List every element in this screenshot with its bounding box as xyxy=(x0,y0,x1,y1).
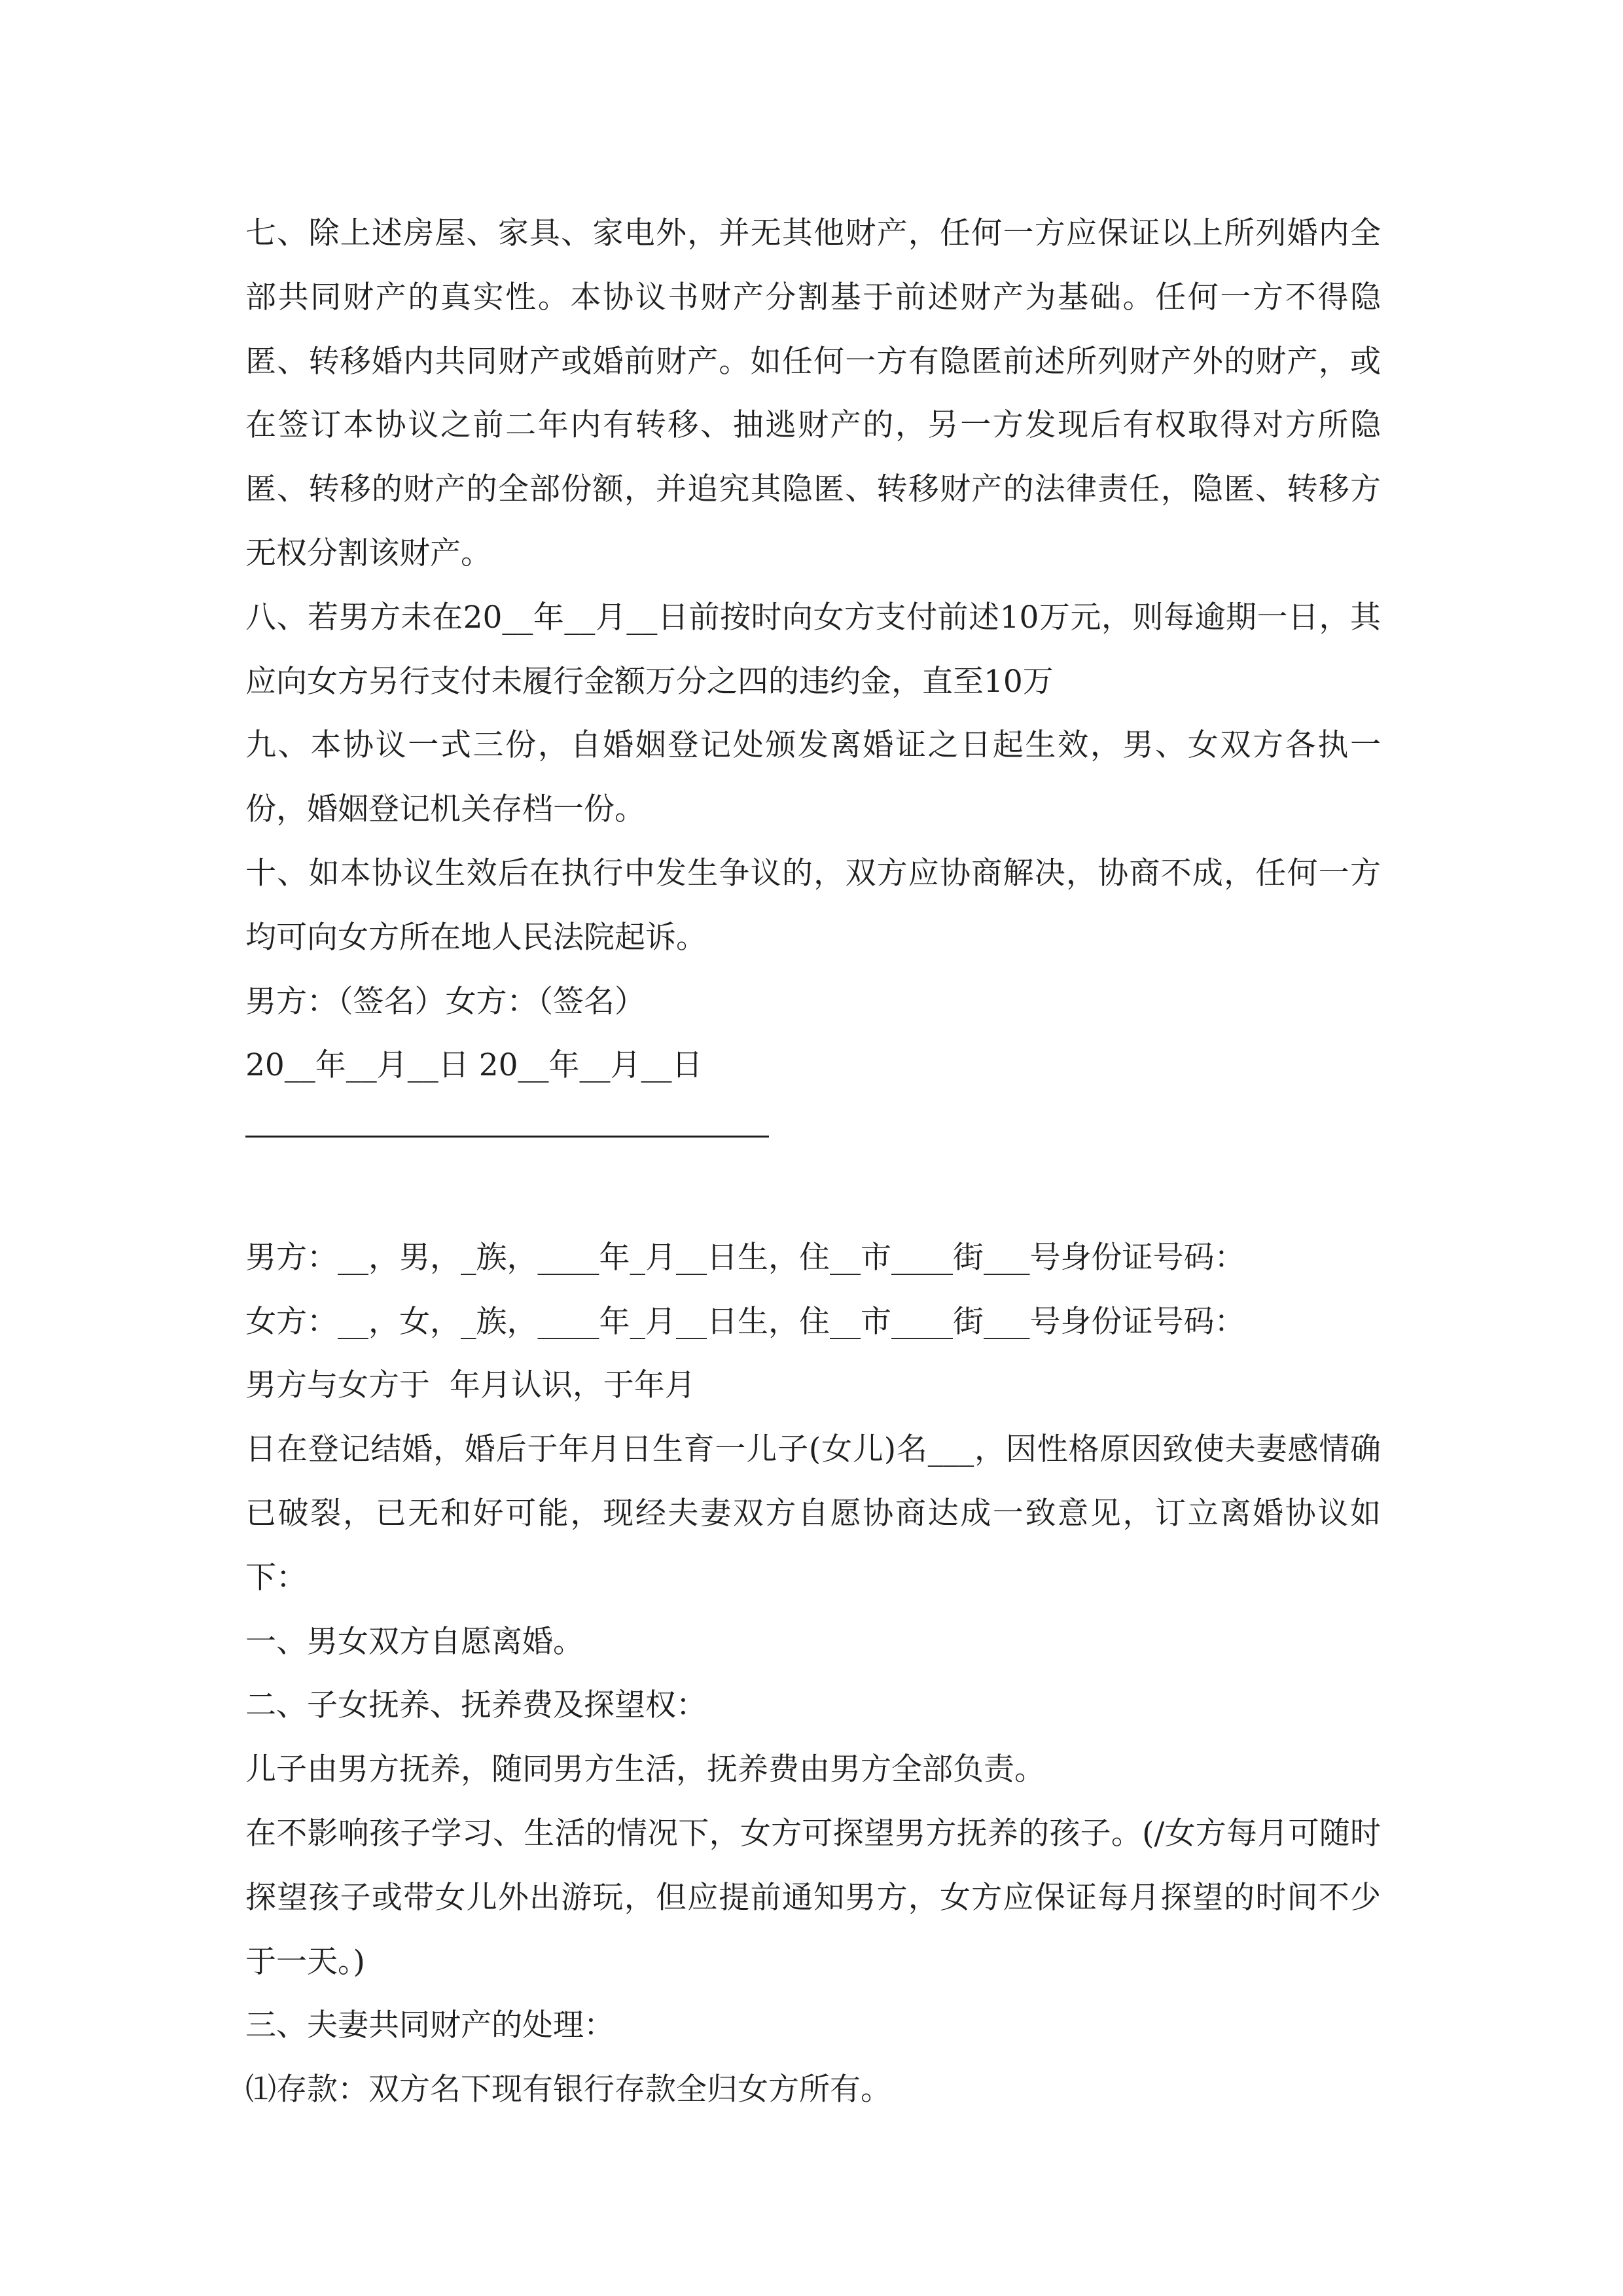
male-party-info: 男方：__，男，_族，____年_月__日生，住__市____街___号身份证号码： xyxy=(245,1239,1245,1276)
clause-ten: 十、如本协议生效后在执行中发生争议的，双方应协商解决，协商不成，任何一方均可向女方所在地人民法院起诉。 xyxy=(245,855,1381,956)
visitation-paragraph: 在不影响孩子学习、生活的情况下，女方可探望男方抚养的孩子。(/女方每月可随时探望孩子或带女儿外出游玩，但应提前通知男方，女方应保证每月探望的时间不少于一天。) xyxy=(245,1815,1381,1980)
document-body xyxy=(245,202,1381,2122)
clause-one: 一、男女双方自愿离婚。 xyxy=(245,1623,584,1660)
custody-paragraph: 儿子由男方抚养，随同男方生活，抚养费由男方全部负责。 xyxy=(245,1751,1045,1788)
spacer xyxy=(245,1162,1381,1226)
clause-two: 二、子女抚养、抚养费及探望权： xyxy=(245,1687,707,1724)
deposit-item: ⑴存款：双方名下现有银行存款全归女方所有。 xyxy=(245,2072,891,2108)
female-party-info: 女方：__，女，_族，____年_月__日生，住__市____街___号身份证号码： xyxy=(245,1303,1245,1340)
intro-paragraph: 日在登记结婚，婚后于年月日生育一儿子(女儿)名___，因性格原因致使夫妻感情确已破裂，已无和好可能，现经夫妻双方自愿协商达成一致意见，订立离婚协议如下： xyxy=(245,1431,1381,1596)
signature-dates: 20__年__月__日 20__年__月__日 xyxy=(245,1047,703,1084)
signature-line: 男方：（签名）女方：（签名） xyxy=(245,983,645,1020)
acquaintance-line: 男方与女方于 年月认识，于年月 xyxy=(245,1367,696,1404)
clause-eight: 八、若男方未在20__年__月__日前按时向女方支付前述10万元，则每逾期一日，其应向女方另行支付未履行金额万分之四的违约金，直至10万 xyxy=(245,599,1381,700)
section-divider xyxy=(245,1098,1381,1162)
clause-nine: 九、本协议一式三份，自婚姻登记处颁发离婚证之日起生效，男、女双方各执一份，婚姻登记机关存档一份。 xyxy=(245,727,1381,828)
clause-three: 三、夫妻共同财产的处理： xyxy=(245,2007,615,2044)
clause-seven: 七、除上述房屋、家具、家电外，并无其他财产，任何一方应保证以上所列婚内全部共同财产的真实性。本协议书财产分割基于前述财产为基础。任何一方不得隐匿、转移婚内共同财产或婚前财产。如任何一方有隐匿前述所列财产外的财产，或在签订本协议之前二年内有转移、抽逃财产的，另一方发现后有权取得对方所隐匿、转移的财产的全部份额，并追究其隐匿、转移财产的法律责任，隐匿、转移方无权分割该财产。 xyxy=(245,215,1381,571)
divider-line xyxy=(245,1136,769,1138)
